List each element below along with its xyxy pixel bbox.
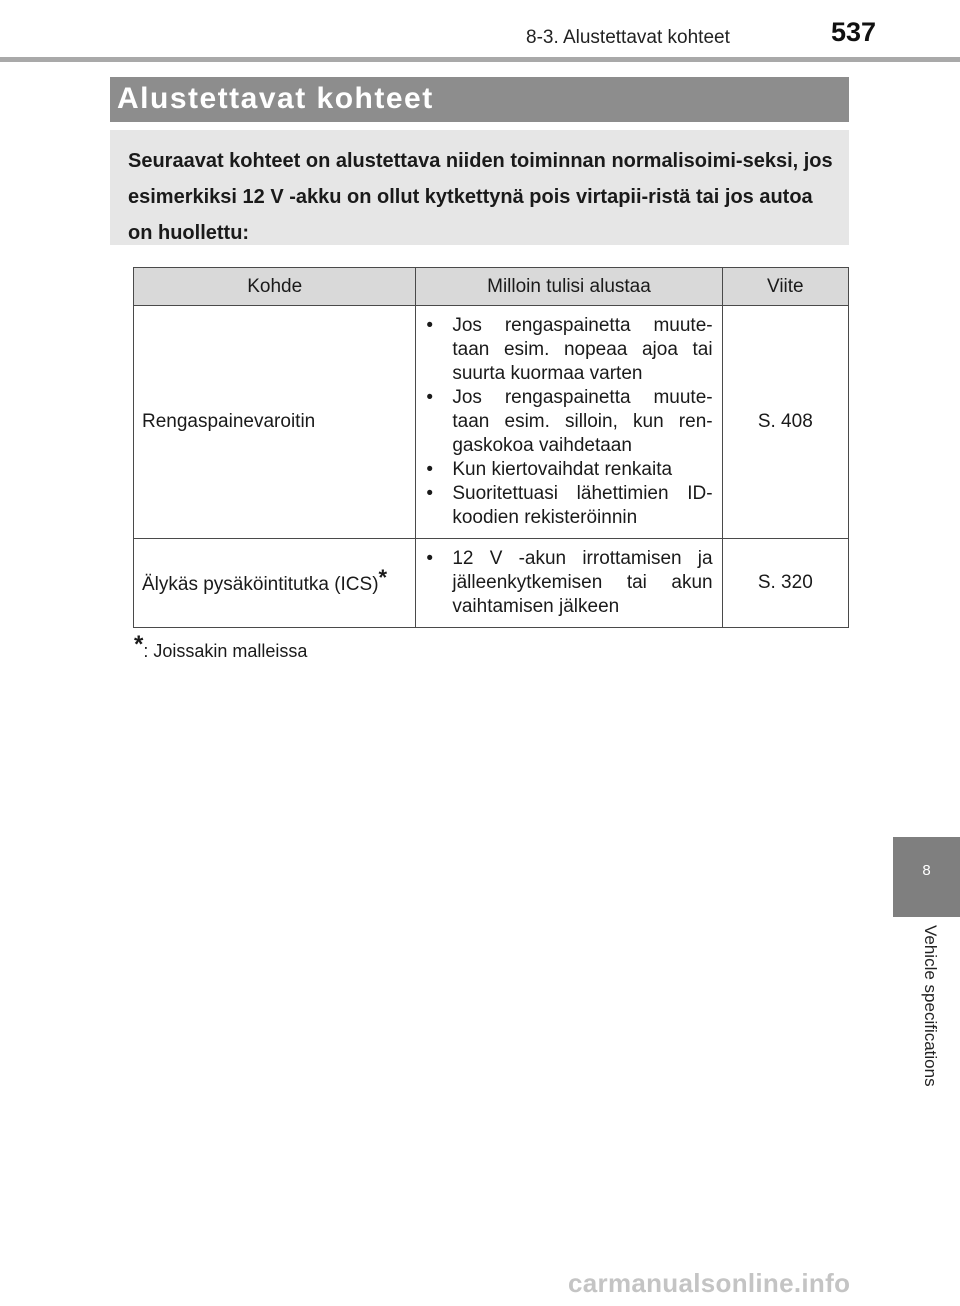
section-heading: 8-3. Alustettavat kohteet [526, 27, 730, 48]
reference-cell: S. 320 [722, 539, 848, 628]
list-item: • Jos rengaspainetta muute-taan esim. silloin, kun ren-gaskokoa vaihdetaan [426, 386, 712, 458]
table-row [134, 306, 849, 539]
initialization-table [133, 267, 849, 628]
column-header-item: Kohde [134, 268, 416, 306]
table-row [134, 539, 849, 628]
condition-list [426, 547, 712, 619]
chapter-number: 8 [922, 862, 931, 879]
column-header-reference: Viite [722, 268, 848, 306]
condition-list [426, 314, 712, 530]
table-header-row [134, 268, 849, 306]
header-divider [0, 57, 960, 62]
intro-paragraph: Seuraavat kohteet on alustettava niiden toiminnan normalisoimi-seksi, jos esimerkiksi 12 V -akku on ollut kytkettynä pois virtapii-ristä tai jos autoa on huollettu: [128, 150, 833, 244]
footnote [134, 631, 308, 664]
page-title: Alustettavat kohteet [117, 82, 434, 115]
when-cell [416, 539, 722, 628]
column-header-when: Milloin tulisi alustaa [416, 268, 722, 306]
footnote-marker: * [378, 565, 388, 590]
footnote-marker: * [134, 631, 144, 658]
list-item: • Kun kiertovaihdat renkaita [426, 458, 712, 482]
page-number: 537 [831, 17, 877, 47]
when-cell [416, 306, 722, 539]
item-cell [134, 539, 416, 628]
watermark: carmanualsonline.info [568, 1268, 851, 1298]
chapter-label: Vehicle specifications [921, 925, 940, 1087]
list-item: • Suoritettuasi lähettimien ID-koodien rekisteröinnin [426, 482, 712, 530]
list-item: • Jos rengaspainetta muute-taan esim. nopeaa ajoa tai suurta kuormaa varten [426, 314, 712, 386]
item-cell: Rengaspainevaroitin [134, 306, 416, 539]
item-label: Älykäs pysäköintitutka (ICS) [142, 574, 379, 595]
reference-cell: S. 408 [722, 306, 848, 539]
footnote-text: : Joissakin malleissa [143, 641, 308, 661]
list-item: • 12 V -akun irrottamisen ja jälleenkytkemisen tai akun vaihtamisen jälkeen [426, 547, 712, 619]
